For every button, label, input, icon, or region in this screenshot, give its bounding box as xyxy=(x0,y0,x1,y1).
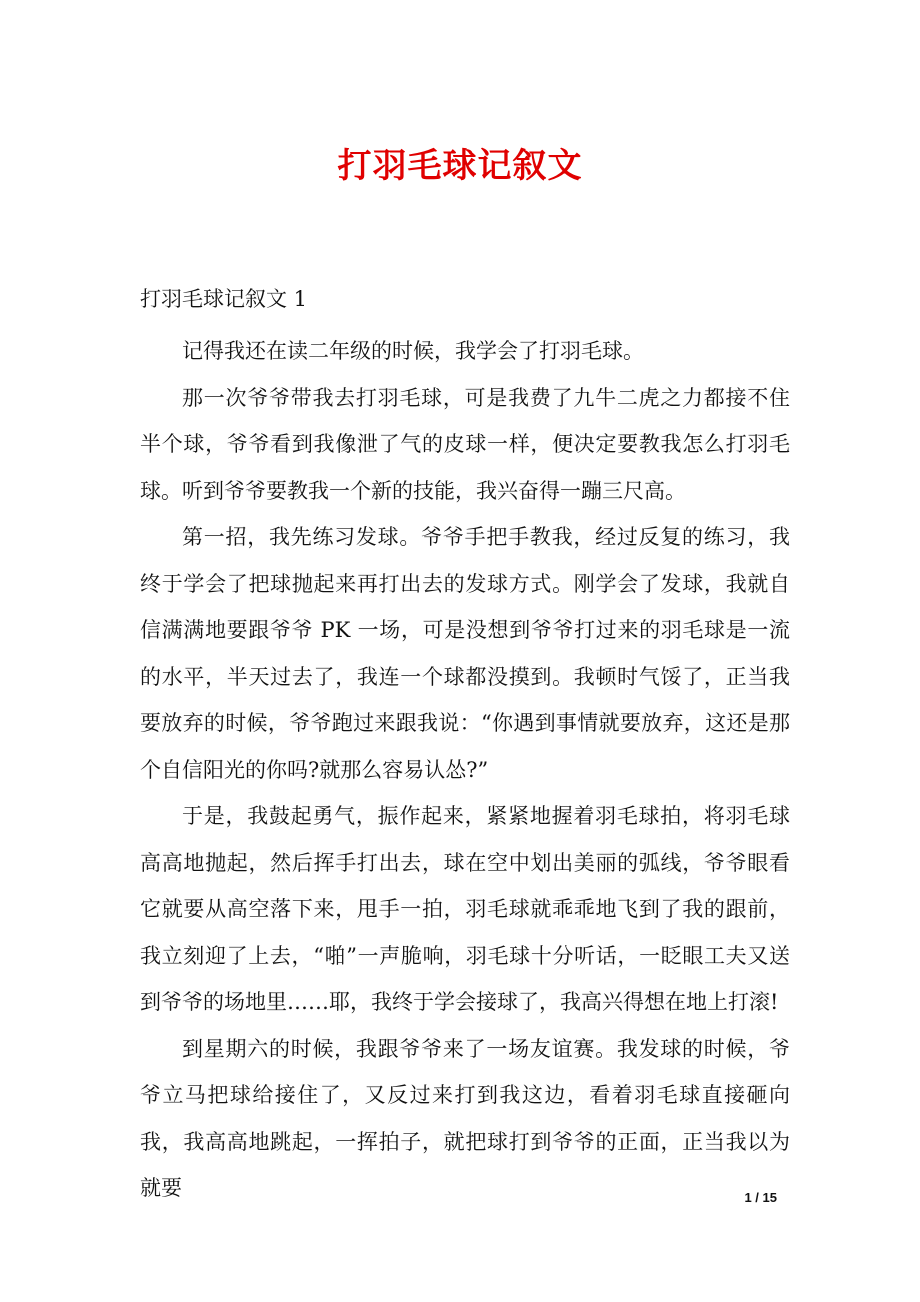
paragraph-5: 到星期六的时候，我跟爷爷来了一场友谊赛。我发球的时候，爷爷立马把球给接住了，又反过来打到我这边，看着羽毛球直接砸向我，我高高地跳起，一挥拍子，就把球打到爷爷的正面，正当我以为就要 xyxy=(140,1036,790,1200)
page-number: 1 / 15 xyxy=(744,1190,777,1205)
paragraph-2: 那一次爷爷带我去打羽毛球，可是我费了九牛二虎之力都接不住半个球，爷爷看到我像泄了气的皮球一样，便决定要教我怎么打羽毛球。听到爷爷要教我一个新的技能，我兴奋得一蹦三尺高。 xyxy=(140,385,790,503)
section-heading: 打羽毛球记叙文 1 xyxy=(140,287,308,311)
document-title: 打羽毛球记叙文 xyxy=(337,146,583,186)
paragraph-4: 于是，我鼓起勇气，振作起来，紧紧地握着羽毛球拍，将羽毛球高高地抛起，然后挥手打出去，球在空中划出美丽的弧线，爷爷眼看它就要从高空落下来，甩手一拍，羽毛球就乖乖地飞到了我的跟前，我立刻迎了上去，“啪”一声脆响，羽毛球十分听话，一眨眼工夫又送到爷爷的场地里……耶，我终于学会接球了，我高兴得想在地上打滚! xyxy=(140,804,790,1014)
paragraph-1: 记得我还在读二年级的时候，我学会了打羽毛球。 xyxy=(182,339,644,363)
paragraph-3: 第一招，我先练习发球。爷爷手把手教我，经过反复的练习，我终于学会了把球抛起来再打出去的发球方式。刚学会了发球，我就自信满满地要跟爷爷 PK 一场，可是没想到爷爷打过来的羽毛球是一流的水平，半天过去了，我连一个球都没摸到。我顿时气馁了，正当我要放弃的时候，爷爷跑过来跟我说：“你遇到事情就要放弃，这还是那个自信阳光的你吗?就那么容易认怂?” xyxy=(140,525,790,782)
document-body xyxy=(140,276,790,1212)
